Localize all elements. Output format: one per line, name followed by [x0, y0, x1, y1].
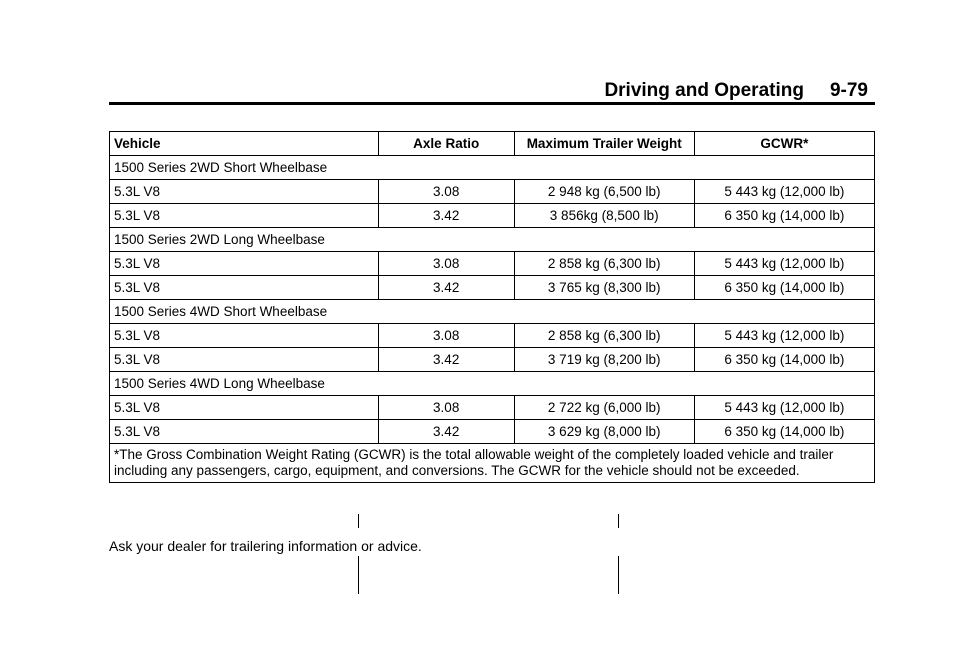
gcwr-cell: 5 443 kg (12,000 lb): [694, 180, 874, 204]
table-row: [110, 324, 875, 348]
group-row: [110, 300, 875, 324]
engine-cell: 5.3L V8: [110, 276, 379, 300]
gcwr-cell: 6 350 kg (14,000 lb): [694, 276, 874, 300]
table-footnote: *The Gross Combination Weight Rating (GCWR) is the total allowable weight of the completely loaded vehicle and trailer including any passengers, cargo, equipment, and conversions. The GCWR for the vehicle should not be exceeded.: [110, 444, 875, 483]
table-row: [110, 420, 875, 444]
engine-cell: 5.3L V8: [110, 324, 379, 348]
group-name: 1500 Series 4WD Short Wheelbase: [110, 300, 875, 324]
max-trailer-weight-cell: 3 719 kg (8,200 lb): [514, 348, 694, 372]
gcwr-cell: 5 443 kg (12,000 lb): [694, 252, 874, 276]
engine-cell: 5.3L V8: [110, 180, 379, 204]
gcwr-cell: 5 443 kg (12,000 lb): [694, 396, 874, 420]
group-name: 1500 Series 2WD Long Wheelbase: [110, 228, 875, 252]
table-row: [110, 396, 875, 420]
max-trailer-weight-cell: 3 629 kg (8,000 lb): [514, 420, 694, 444]
table-header-row: [110, 132, 875, 156]
footnote-row: [110, 444, 875, 483]
axle-ratio-cell: 3.42: [378, 204, 514, 228]
table-row: [110, 348, 875, 372]
max-trailer-weight-cell: 3 856kg (8,500 lb): [514, 204, 694, 228]
group-row: [110, 372, 875, 396]
column-mark: [618, 556, 619, 594]
column-mark: [618, 514, 619, 528]
gcwr-cell: 5 443 kg (12,000 lb): [694, 324, 874, 348]
axle-ratio-cell: 3.42: [378, 348, 514, 372]
column-header-vehicle: Vehicle: [110, 132, 379, 156]
column-header-gcwr: GCWR*: [694, 132, 874, 156]
trailer-weight-table: [109, 131, 875, 483]
gcwr-cell: 6 350 kg (14,000 lb): [694, 204, 874, 228]
axle-ratio-cell: 3.08: [378, 180, 514, 204]
axle-ratio-cell: 3.08: [378, 252, 514, 276]
group-row: [110, 228, 875, 252]
table-row: [110, 204, 875, 228]
header-rule: [109, 102, 875, 105]
max-trailer-weight-cell: 2 858 kg (6,300 lb): [514, 324, 694, 348]
axle-ratio-cell: 3.42: [378, 276, 514, 300]
column-header-max-trailer-weight: Maximum Trailer Weight: [514, 132, 694, 156]
column-header-axle-ratio: Axle Ratio: [378, 132, 514, 156]
column-mark: [358, 556, 359, 594]
group-name: 1500 Series 4WD Long Wheelbase: [110, 372, 875, 396]
max-trailer-weight-cell: 2 858 kg (6,300 lb): [514, 252, 694, 276]
gcwr-cell: 6 350 kg (14,000 lb): [694, 348, 874, 372]
engine-cell: 5.3L V8: [110, 420, 379, 444]
gcwr-cell: 6 350 kg (14,000 lb): [694, 420, 874, 444]
page-number: 9-79: [829, 80, 868, 101]
table-row: [110, 252, 875, 276]
engine-cell: 5.3L V8: [110, 204, 379, 228]
table-row: [110, 276, 875, 300]
axle-ratio-cell: 3.42: [378, 420, 514, 444]
body-paragraph: Ask your dealer for trailering information or advice.: [109, 538, 422, 554]
column-mark: [358, 514, 359, 528]
max-trailer-weight-cell: 2 722 kg (6,000 lb): [514, 396, 694, 420]
max-trailer-weight-cell: 2 948 kg (6,500 lb): [514, 180, 694, 204]
engine-cell: 5.3L V8: [110, 348, 379, 372]
group-name: 1500 Series 2WD Short Wheelbase: [110, 156, 875, 180]
axle-ratio-cell: 3.08: [378, 324, 514, 348]
group-row: [110, 156, 875, 180]
axle-ratio-cell: 3.08: [378, 396, 514, 420]
table-row: [110, 180, 875, 204]
max-trailer-weight-cell: 3 765 kg (8,300 lb): [514, 276, 694, 300]
engine-cell: 5.3L V8: [110, 252, 379, 276]
engine-cell: 5.3L V8: [110, 396, 379, 420]
page-header: [604, 80, 868, 102]
section-title: Driving and Operating: [604, 80, 804, 101]
